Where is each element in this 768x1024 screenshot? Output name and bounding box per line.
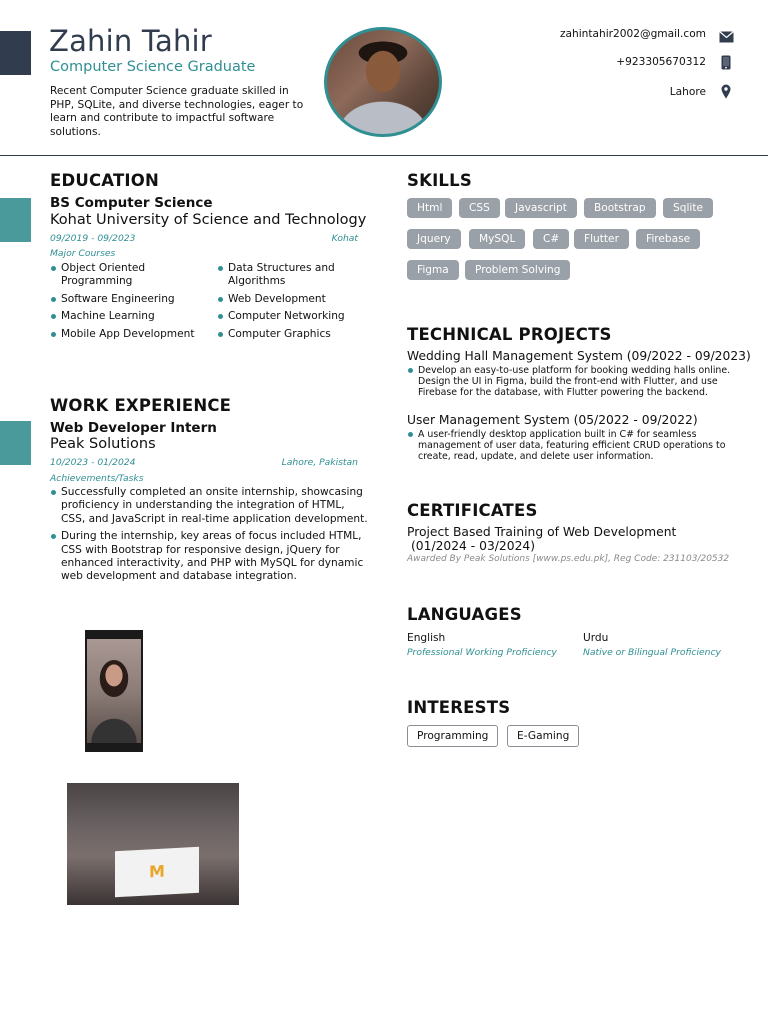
education-accent-block	[0, 198, 31, 242]
experience-heading: WORK EXPERIENCE	[50, 396, 232, 415]
experience-place: Lahore, Pakistan	[281, 457, 358, 468]
list-item: Mobile App Development	[50, 328, 210, 341]
list-item: Machine Learning	[50, 310, 210, 323]
phone-text[interactable]: +923305670312	[616, 56, 706, 68]
interest-tag: Programming	[407, 725, 498, 747]
candidate-summary: Recent Computer Science graduate skilled in PHP, SQLite, and diverse technologies, eager to learn and contribute to impactful software solutions.	[50, 85, 304, 138]
courses-list-right	[217, 262, 367, 341]
experience-role: Web Developer Intern	[50, 420, 217, 436]
candidate-title: Computer Science Graduate	[50, 59, 256, 75]
courses-list-left	[50, 262, 210, 341]
list-item: Develop an easy-to-use platform for booking wedding halls online. Design the UI in Figma, build the front-end with Flutter, and use Firebase for the database, with Flutter powering the backend.	[407, 365, 737, 398]
skill-tag: Problem Solving	[465, 260, 570, 280]
language-level: Native or Bilingual Proficiency	[583, 647, 721, 658]
mobile-phone-icon	[721, 55, 731, 70]
certificate-dates: (01/2024 - 03/2024)	[411, 539, 536, 553]
language-level: Professional Working Proficiency	[407, 647, 557, 658]
courses-label: Major Courses	[50, 248, 116, 259]
list-item: Web Development	[217, 293, 367, 306]
skill-tag: MySQL	[469, 229, 525, 249]
language-name: English	[407, 632, 446, 644]
list-item: During the internship, key areas of focus included HTML, CSS with Bootstrap for responsive design, jQuery for enhanced interactivity, and PHP with MySQL for dynamic web development and database integration.	[50, 530, 368, 584]
location-text: Lahore	[669, 86, 706, 98]
list-item: Object Oriented Programming	[50, 262, 210, 289]
education-degree: BS Computer Science	[50, 195, 213, 211]
list-item: Successfully completed an onsite internship, showcasing proficiency in understanding the integration of HTML, CSS, and JavaScript in real-time application development.	[50, 486, 368, 526]
interests-heading: INTERESTS	[407, 698, 511, 717]
list-item: Software Engineering	[50, 293, 210, 306]
conference-photo: M	[67, 783, 239, 905]
skills-heading: SKILLS	[407, 171, 472, 190]
certificates-heading: CERTIFICATES	[407, 501, 538, 520]
list-item: A user-friendly desktop application built in C# for seamless management of user data, featuring efficient CRUD operations to create, read, update, and delete user information.	[407, 429, 737, 462]
header-accent-bar	[0, 31, 31, 75]
skill-tag: Firebase	[636, 229, 700, 249]
list-item: Data Structures and Algorithms	[217, 262, 367, 289]
languages-heading: LANGUAGES	[407, 605, 522, 624]
skill-tag: Figma	[407, 260, 459, 280]
list-item: Computer Networking	[217, 310, 367, 323]
candidate-name: Zahin Tahir	[49, 24, 212, 58]
project-title: User Management System (05/2022 - 09/2022)	[407, 413, 698, 427]
tasks-list	[50, 486, 368, 584]
email-text[interactable]: zahintahir2002@gmail.com	[559, 28, 706, 40]
skill-tag: Jquery	[407, 229, 461, 249]
skill-tag: Bootstrap	[584, 198, 656, 218]
experience-company: Peak Solutions	[50, 436, 156, 452]
envelope-icon	[719, 28, 734, 40]
header-divider	[0, 155, 768, 156]
internship-selfie-photo	[85, 630, 143, 752]
tasks-label: Achievements/Tasks	[50, 473, 144, 484]
education-heading: EDUCATION	[50, 171, 159, 190]
map-pin-icon	[721, 84, 731, 99]
education-place: Kohat	[331, 233, 358, 244]
profile-photo	[324, 27, 442, 137]
interest-tag: E-Gaming	[507, 725, 579, 747]
projects-heading: TECHNICAL PROJECTS	[407, 325, 612, 344]
certificate-awarded: Awarded By Peak Solutions [www.ps.edu.pk], Reg Code: 231103/20532	[407, 554, 730, 564]
project-title: Wedding Hall Management System (09/2022 - 09/2023)	[407, 349, 751, 363]
certificate-title: Project Based Training of Web Development	[407, 525, 677, 539]
language-name: Urdu	[583, 632, 609, 644]
education-school: Kohat University of Science and Technology	[50, 212, 367, 228]
project-desc-list	[407, 429, 737, 462]
skill-tag: Javascript	[505, 198, 577, 218]
skill-tag: C#	[533, 229, 569, 249]
project-desc-list	[407, 365, 737, 398]
education-dates: 09/2019 - 09/2023	[50, 233, 136, 244]
skill-tag: Html	[407, 198, 452, 218]
experience-dates: 10/2023 - 01/2024	[50, 457, 136, 468]
skill-tag: CSS	[459, 198, 500, 218]
skill-tag: Sqlite	[663, 198, 713, 218]
list-item: Computer Graphics	[217, 328, 367, 341]
experience-accent-block	[0, 421, 31, 465]
skill-tag: Flutter	[574, 229, 629, 249]
